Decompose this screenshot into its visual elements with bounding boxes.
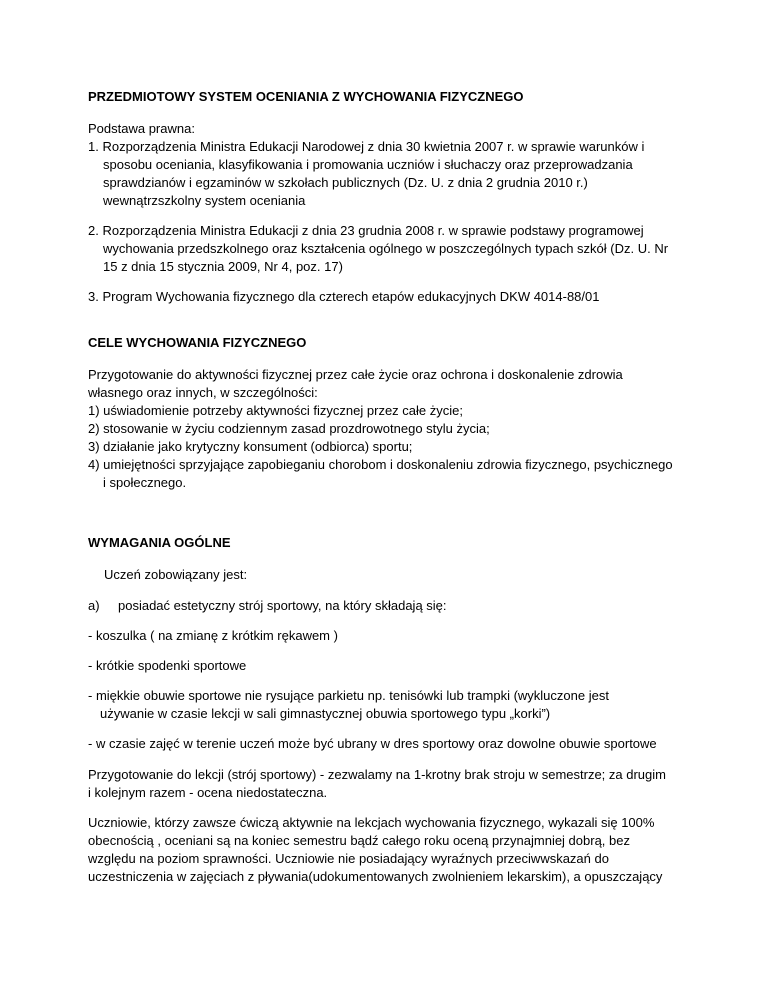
active-students-line: obecnością , oceniani są na koniec semestru bądź całego roku oceną przynajmniej dobrą, bez (88, 833, 630, 848)
attire-shirt: - koszulka ( na zmianę z krótkim rękawem ) (88, 628, 338, 643)
requirements-intro: Uczeń zobowiązany jest: (104, 567, 248, 582)
attire-shoes-line: - miękkie obuwie sportowe nie rysujące parkietu np. tenisówki lub trampki (wykluczone jest (88, 688, 609, 703)
goals-item: 4) umiejętności sprzyjające zapobieganiu chorobom i doskonaleniu zdrowia fizycznego, psychicznego (88, 457, 673, 472)
goals-item: i społecznego. (103, 475, 187, 490)
active-students-line: uczestniczenia w zajęciach z pływania(udokumentowanych zwolnieniem lekarskim), a opuszczający (88, 869, 663, 884)
legal-basis-line: sposobu oceniania, klasyfikowania i promowania uczniów i słuchaczy oraz przeprowadzania (103, 157, 633, 172)
preparation-line: Przygotowanie do lekcji (strój sportowy) - zezwalamy na 1-krotny brak stroju w semestrze; za drugim (88, 767, 666, 782)
legal-basis-line: sprawdzianów i egzaminów w szkołach publicznych (Dz. U. z dnia 2 grudnia 2010 r.) (103, 175, 588, 190)
goals-heading: CELE WYCHOWANIA FIZYCZNEGO (88, 335, 307, 350)
goals-item: 1) uświadomienie potrzeby aktywności fizycznej przez całe życie; (88, 403, 463, 418)
legal-basis-item-3: 3. Program Wychowania fizycznego dla czterech etapów edukacyjnych DKW 4014-88/01 (88, 289, 600, 304)
goals-item: 2) stosowanie w życiu codziennym zasad prozdrowotnego stylu życia; (88, 421, 490, 436)
attire-outdoor: - w czasie zajęć w terenie uczeń może być ubrany w dres sportowy oraz dowolne obuwie sportowe (88, 736, 657, 751)
active-students-line: Uczniowie, którzy zawsze ćwiczą aktywnie na lekcjach wychowania fizycznego, wykazali się 100% (88, 815, 655, 830)
goals-intro-line: własnego oraz innych, w szczególności: (88, 385, 318, 400)
point-a-marker: a) (88, 598, 100, 613)
legal-basis-line: 1. Rozporządzenia Ministra Edukacji Narodowej z dnia 30 kwietnia 2007 r. w sprawie warunków i (88, 139, 645, 154)
preparation-line: i kolejnym razem - ocena niedostateczna. (88, 785, 328, 800)
legal-basis-line: 15 z dnia 15 stycznia 2009, Nr 4, poz. 17) (103, 259, 343, 274)
legal-basis-line: wychowania przedszkolnego oraz kształcenia ogólnego w poszczególnych typach szkół (Dz. U. Nr (103, 241, 669, 256)
requirements-heading: WYMAGANIA OGÓLNE (88, 535, 231, 550)
legal-basis-line: wewnątrzszkolny system oceniania (103, 193, 306, 208)
goals-intro-line: Przygotowanie do aktywności fizycznej przez całe życie oraz ochrona i doskonalenie zdrowia (88, 367, 623, 382)
active-students-line: względu na poziom sprawności. Uczniowie nie posiadający wyraźnych przeciwwskazań do (88, 851, 609, 866)
attire-shoes-line: używanie w czasie lekcji w sali gimnastycznej obuwia sportowego typu „korki”) (100, 706, 551, 721)
legal-basis-heading: Podstawa prawna: (88, 121, 195, 136)
legal-basis-line: 2. Rozporządzenia Ministra Edukacji z dnia 23 grudnia 2008 r. w sprawie podstawy programowej (88, 223, 644, 238)
goals-item: 3) działanie jako krytyczny konsument (odbiorca) sportu; (88, 439, 413, 454)
document-title: PRZEDMIOTOWY SYSTEM OCENIANIA Z WYCHOWANIA FIZYCZNEGO (88, 89, 524, 104)
point-a-text: posiadać estetyczny strój sportowy, na który składają się: (118, 598, 447, 613)
attire-shorts: - krótkie spodenki sportowe (88, 658, 247, 673)
